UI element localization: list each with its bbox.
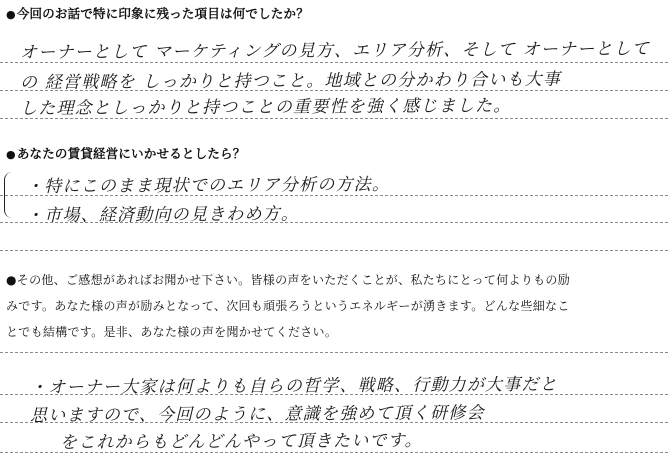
comments-prompt-line-3: とでも結構です。是非、あなた様の声を聞かせてください。 [6,325,338,339]
answer-rule [0,452,668,453]
bullet-icon: ● [6,8,16,21]
answer-rule [0,250,668,251]
answer-rule [0,195,668,196]
answer-2-line-2: ・市場、経済動向の見きわめ方。 [25,204,300,226]
answer-rule [0,394,668,395]
answer-1-line-1: オーナーとして マーケティングの見方、エリア分析、そして オーナーとして [19,39,651,63]
answer-rule [0,352,668,353]
comments-prompt-line-1: ●その他、ご感想があればお聞かせ下さい。皆様の声をいただくことが、私たちにとって何よりもの励 [6,273,571,287]
question-2-text: あなたの賃貸経営にいかせるとしたら？ [16,146,246,161]
answer-1-line-2: の 経営戦略を しっかりと持つこと。地域との分かわり合いも大事 [19,69,562,93]
answer-3-line-1: ・オーナー大家は何よりも自らの哲学、戦略、行動力が大事だと [29,374,558,398]
answer-rule [0,118,668,119]
answer-2-line-1: ・特にこのまま現状でのエリア分析の方法。 [25,174,391,197]
question-1-title [6,4,309,22]
answer-3-line-3: をこれからもどんどんやって頂きたいです。 [59,430,423,453]
question-1-text: 今回のお話で特に印象に残った項目は何でしたか？ [16,6,309,21]
answer-rule [0,422,668,423]
comments-prompt-line-2: みです。あなた様の声が励みとなって、次回も頑張ろうというエネルギーが湧きます。どんな些細なこ [6,299,570,313]
question-2-title [6,144,245,162]
bullet-icon: ● [6,148,16,161]
answer-3-line-2: 思いますので、今回のように、意識を強めて頂く研修会 [29,403,485,426]
answer-rule [0,222,668,223]
answer-1-line-3: した理念としっかりと持つことの重要性を強く感じました。 [19,95,512,119]
answer-rule [0,62,668,63]
